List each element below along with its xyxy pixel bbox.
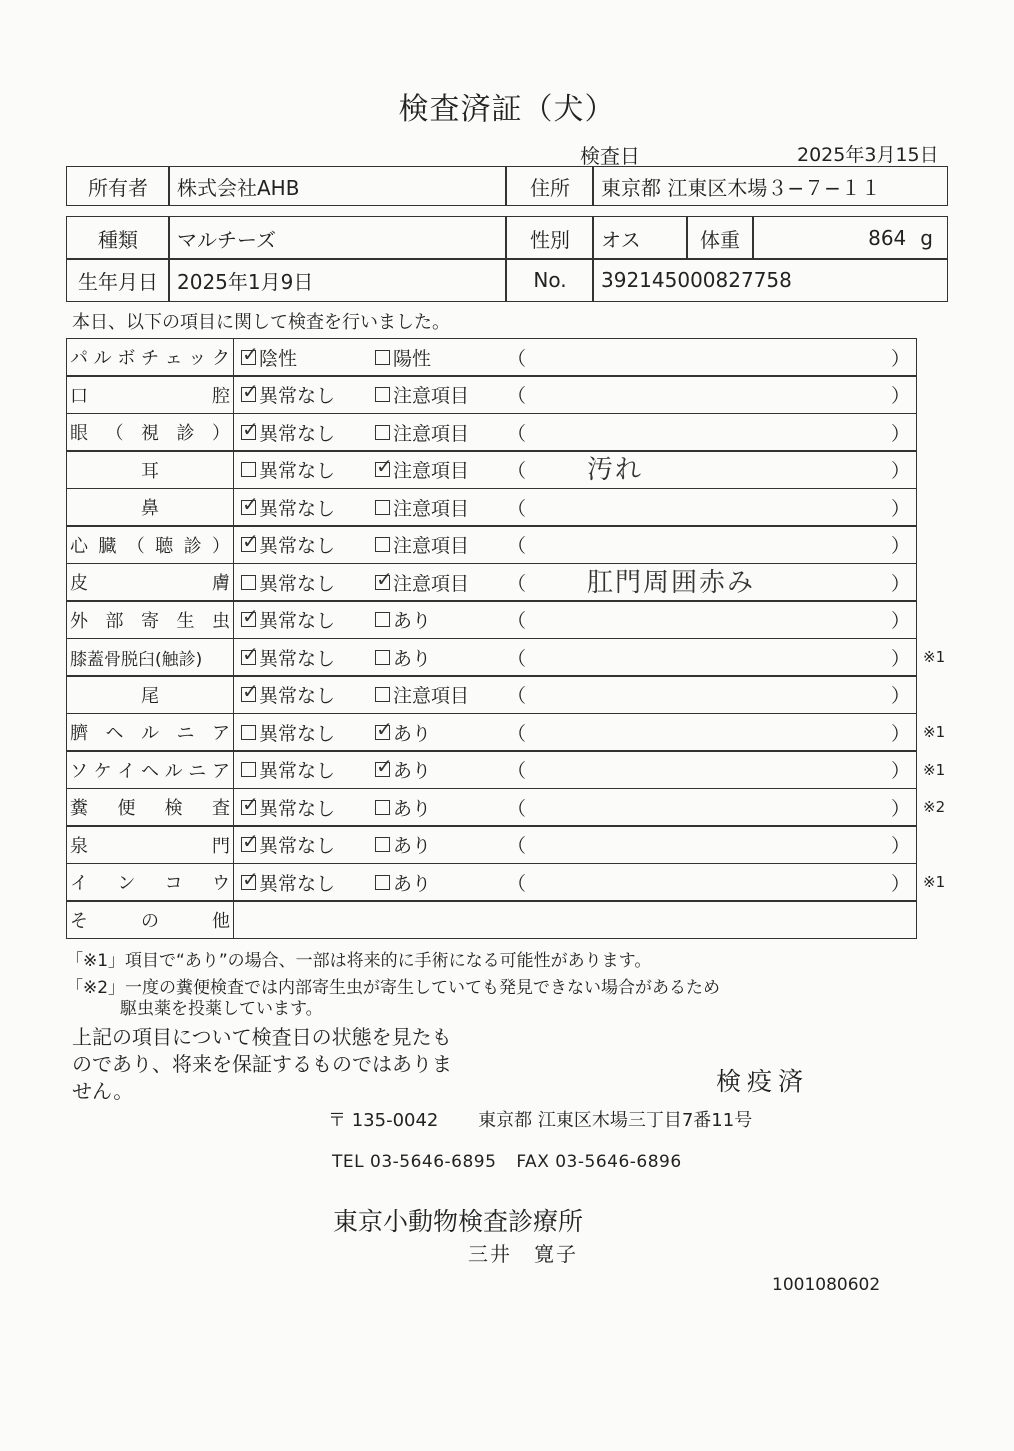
breed-value: マルチーズ (168, 216, 506, 260)
inspection-row (66, 638, 946, 676)
inspection-row (66, 413, 917, 451)
note-paren-close: ） (890, 497, 910, 520)
note-paren-close: ） (890, 760, 910, 782)
note-paren-close: ） (890, 572, 910, 595)
note-paren-open: （ (507, 647, 527, 670)
option-label: 異常なし (259, 535, 336, 557)
other-label: そ の 他 (67, 902, 234, 938)
checked-box-icon[interactable] (241, 612, 256, 627)
option-attention[interactable] (375, 864, 431, 900)
option-label: 注意項目 (393, 422, 470, 445)
handwritten-note: 汚れ (587, 455, 644, 485)
checkbox-icon[interactable] (375, 500, 390, 515)
option-label: 注意項目 (393, 572, 470, 595)
fax-number: FAX 03-5646-6896 (516, 1152, 682, 1172)
note-paren-close: ） (890, 797, 910, 820)
inspection-row (66, 488, 917, 526)
inspection-row (66, 526, 917, 564)
birth-label: 生年月日 (66, 258, 170, 302)
intro-text: 本日、以下の項目に関して検査を行いました。 (72, 312, 450, 333)
option-normal[interactable] (241, 452, 335, 488)
clinic-name: 東京小動物検査診療所 (333, 1207, 584, 1236)
note-paren-close: ） (890, 347, 910, 370)
footnote-mark: ※1 (923, 760, 946, 779)
option-attention[interactable] (375, 377, 469, 413)
option-attention[interactable] (375, 339, 431, 375)
checkbox-icon[interactable] (375, 875, 390, 890)
option-attention[interactable] (375, 789, 431, 825)
inspection-row (66, 563, 917, 601)
option-normal[interactable] (241, 827, 335, 863)
exam-date-value: 2025年3月15日 (797, 144, 939, 166)
checkbox-icon[interactable] (375, 837, 390, 852)
note-paren-open: （ (507, 760, 527, 782)
footnote-mark: ※1 (923, 648, 946, 666)
option-label: 異常なし (259, 835, 336, 857)
checkbox-icon[interactable] (375, 537, 390, 552)
weight-label: 体重 (686, 216, 754, 260)
checkbox-icon[interactable] (375, 800, 390, 815)
contact-line (332, 1152, 682, 1172)
note-paren-close: ） (890, 460, 910, 482)
option-normal[interactable] (241, 864, 335, 900)
option-label: 異常なし (259, 647, 336, 670)
sex-label: 性別 (506, 216, 594, 260)
inspection-item-label: ソ ケ イ ヘ ル ニ ア (67, 752, 234, 788)
footnote-mark: ※1 (923, 873, 946, 891)
inspection-row (66, 826, 917, 864)
note-paren-open: （ (507, 835, 527, 857)
option-attention[interactable] (375, 489, 469, 525)
option-attention[interactable] (375, 677, 469, 713)
option-label: 注意項目 (393, 535, 470, 557)
option-label: あり (393, 872, 432, 895)
option-label: 注意項目 (393, 685, 470, 707)
checked-box-icon[interactable] (375, 462, 390, 477)
number-value: 392145000827758 (592, 258, 948, 302)
inspection-item-label: パ ル ボ チ ェ ッ ク (67, 339, 234, 375)
inspection-row-other (66, 901, 917, 939)
checked-box-icon[interactable] (375, 725, 390, 740)
option-normal[interactable] (241, 339, 297, 375)
checked-box-icon[interactable] (241, 875, 256, 890)
checked-box-icon[interactable] (241, 537, 256, 552)
inspection-row (66, 601, 917, 639)
note-paren-open: （ (507, 385, 527, 407)
option-normal[interactable] (241, 564, 335, 600)
inspection-item-label: 口 腔 (67, 377, 234, 413)
option-label: 異常なし (259, 385, 336, 407)
inspection-row (66, 788, 946, 826)
option-normal[interactable] (241, 377, 335, 413)
option-attention[interactable] (375, 452, 469, 488)
inspection-item-label: 泉 門 (67, 827, 234, 863)
option-label: 注意項目 (393, 460, 470, 482)
checked-box-icon[interactable] (241, 387, 256, 402)
birth-value: 2025年1月9日 (168, 258, 506, 302)
option-label: 異常なし (259, 460, 336, 482)
address-value: 東京都 江東区木場３−７−１１ (592, 166, 948, 206)
note-paren-open: （ (507, 535, 527, 557)
inspection-row (66, 376, 917, 414)
checkbox-icon[interactable] (241, 725, 256, 740)
option-attention[interactable] (375, 639, 431, 675)
note-paren-open: （ (507, 685, 527, 707)
postal-code: 〒 135-0042 (328, 1110, 439, 1131)
note-paren-close: ） (890, 685, 910, 707)
number-label: No. (506, 258, 594, 302)
inspection-row (66, 863, 946, 901)
note-paren-open: （ (507, 460, 527, 482)
option-label: 異常なし (259, 872, 336, 895)
clinic-address-line (328, 1106, 752, 1132)
tel-number: TEL 03-5646-6895 (332, 1152, 497, 1172)
checked-box-icon[interactable] (375, 762, 390, 777)
inspection-item-label: イ ン コ ウ (67, 864, 234, 900)
note-paren-close: ） (890, 610, 910, 632)
inspection-item-label: 外 部 寄 生 虫 (67, 602, 234, 638)
clinic-address: 東京都 江東区木場三丁目7番11号 (478, 1110, 753, 1131)
checkbox-icon[interactable] (241, 462, 256, 477)
inspection-item-label: 心 臓 （ 聴 診 ） (67, 527, 234, 563)
checked-box-icon[interactable] (375, 575, 390, 590)
option-label: 陽性 (393, 347, 432, 370)
option-label: あり (393, 835, 432, 857)
note-paren-close: ） (890, 835, 910, 857)
option-label: 注意項目 (393, 385, 470, 407)
checkbox-icon[interactable] (241, 762, 256, 777)
option-normal[interactable] (241, 752, 335, 788)
note-paren-close: ） (890, 647, 910, 670)
option-normal[interactable] (241, 602, 335, 638)
option-normal[interactable] (241, 714, 335, 750)
note-paren-close: ） (890, 722, 910, 745)
inspection-item-label: 膝蓋骨脱臼(触診) (67, 639, 234, 675)
option-label: あり (393, 610, 432, 632)
note-paren-close: ） (890, 872, 910, 895)
checked-box-icon[interactable] (241, 650, 256, 665)
note-paren-close: ） (890, 535, 910, 557)
option-normal[interactable] (241, 527, 335, 563)
note-paren-open: （ (507, 797, 527, 820)
footnote-mark: ※1 (923, 723, 946, 741)
owner-value: 株式会社AHB (168, 166, 506, 206)
inspection-row (66, 713, 946, 751)
inspection-row (66, 676, 917, 714)
inspection-item-label: 鼻 (67, 489, 234, 525)
option-label: あり (393, 797, 432, 820)
option-label: 異常なし (259, 722, 336, 745)
handwritten-note: 肛門周囲赤み (587, 567, 756, 598)
inspection-item-label: 臍 ヘ ル ニ ア (67, 714, 234, 750)
option-label: 異常なし (259, 572, 336, 595)
checkbox-icon[interactable] (375, 387, 390, 402)
inspection-row (66, 338, 917, 376)
option-label: 異常なし (259, 760, 336, 782)
inspector-name: 三井 寛子 (468, 1242, 578, 1266)
option-attention[interactable] (375, 602, 431, 638)
checked-box-icon[interactable] (241, 687, 256, 702)
checked-box-icon[interactable] (241, 425, 256, 440)
inspection-item-label: 皮 膚 (67, 564, 234, 600)
checked-box-icon[interactable] (241, 837, 256, 852)
checkbox-icon[interactable] (375, 425, 390, 440)
option-attention[interactable] (375, 414, 469, 450)
option-attention[interactable] (375, 527, 469, 563)
checkbox-icon[interactable] (375, 612, 390, 627)
checkbox-icon[interactable] (375, 650, 390, 665)
option-label: あり (393, 647, 432, 670)
checkbox-icon[interactable] (241, 575, 256, 590)
option-label: 注意項目 (393, 497, 470, 520)
note-paren-open: （ (507, 422, 527, 445)
inspection-item-label: 糞 便 検 査 (67, 789, 234, 825)
note-paren-close: ） (890, 385, 910, 407)
checkbox-icon[interactable] (375, 350, 390, 365)
weight-unit: g (920, 226, 933, 250)
inspection-item-label: 尾 (67, 677, 234, 713)
option-label: あり (393, 722, 432, 745)
inspection-item-label: 眼 （ 視 診 ） (67, 414, 234, 450)
option-attention[interactable] (375, 564, 469, 600)
checked-box-icon[interactable] (241, 800, 256, 815)
option-label: 異常なし (259, 610, 336, 632)
note-paren-open: （ (507, 347, 527, 370)
option-label: 陰性 (259, 347, 298, 370)
note-paren-close: ） (890, 422, 910, 445)
footnote-1: 「※1」項目で“あり”の場合、一部は将来的に手術になる可能性があります。 (66, 951, 652, 971)
inspection-item-label: 耳 (67, 452, 234, 488)
option-normal[interactable] (241, 639, 335, 675)
option-attention[interactable] (375, 714, 431, 750)
declaration-text: 上記の項目について検査日の状態を見たものであり、将来を保証するものではありません。 (72, 1025, 452, 1103)
option-label: 異常なし (259, 797, 336, 820)
page-title: 検査済証（犬） (398, 92, 616, 127)
owner-label: 所有者 (66, 166, 170, 206)
footnote-2-cont: 駆虫薬を投薬しています。 (120, 999, 323, 1019)
checked-box-icon[interactable] (241, 500, 256, 515)
option-normal[interactable] (241, 677, 335, 713)
exam-date-label: 検査日 (580, 144, 640, 168)
sex-value: オス (592, 216, 688, 260)
inspection-row (66, 751, 946, 789)
note-paren-open: （ (507, 497, 527, 520)
option-normal[interactable] (241, 489, 335, 525)
quarantine-stamp: 検疫済 (716, 1067, 810, 1096)
note-paren-open: （ (507, 722, 527, 745)
breed-label: 種類 (66, 216, 170, 260)
serial-number: 1001080602 (772, 1275, 881, 1295)
option-normal[interactable] (241, 414, 335, 450)
option-attention[interactable] (375, 752, 431, 788)
option-label: 異常なし (259, 497, 336, 520)
weight-cell (752, 216, 948, 260)
note-paren-open: （ (507, 872, 527, 895)
checked-box-icon[interactable] (241, 350, 256, 365)
footnote-mark: ※2 (923, 798, 946, 816)
checkbox-icon[interactable] (375, 687, 390, 702)
option-label: 異常なし (259, 422, 336, 445)
option-normal[interactable] (241, 789, 335, 825)
note-paren-open: （ (507, 572, 527, 595)
option-attention[interactable] (375, 827, 431, 863)
option-label: 異常なし (259, 685, 336, 707)
note-paren-open: （ (507, 610, 527, 632)
weight-value: 864 (868, 226, 907, 250)
footnote-2: 「※2」一度の糞便検査では内部寄生虫が寄生していても発見できない場合があるため (66, 978, 721, 998)
option-label: あり (393, 760, 432, 782)
inspection-row (66, 451, 917, 489)
address-label: 住所 (506, 166, 594, 206)
